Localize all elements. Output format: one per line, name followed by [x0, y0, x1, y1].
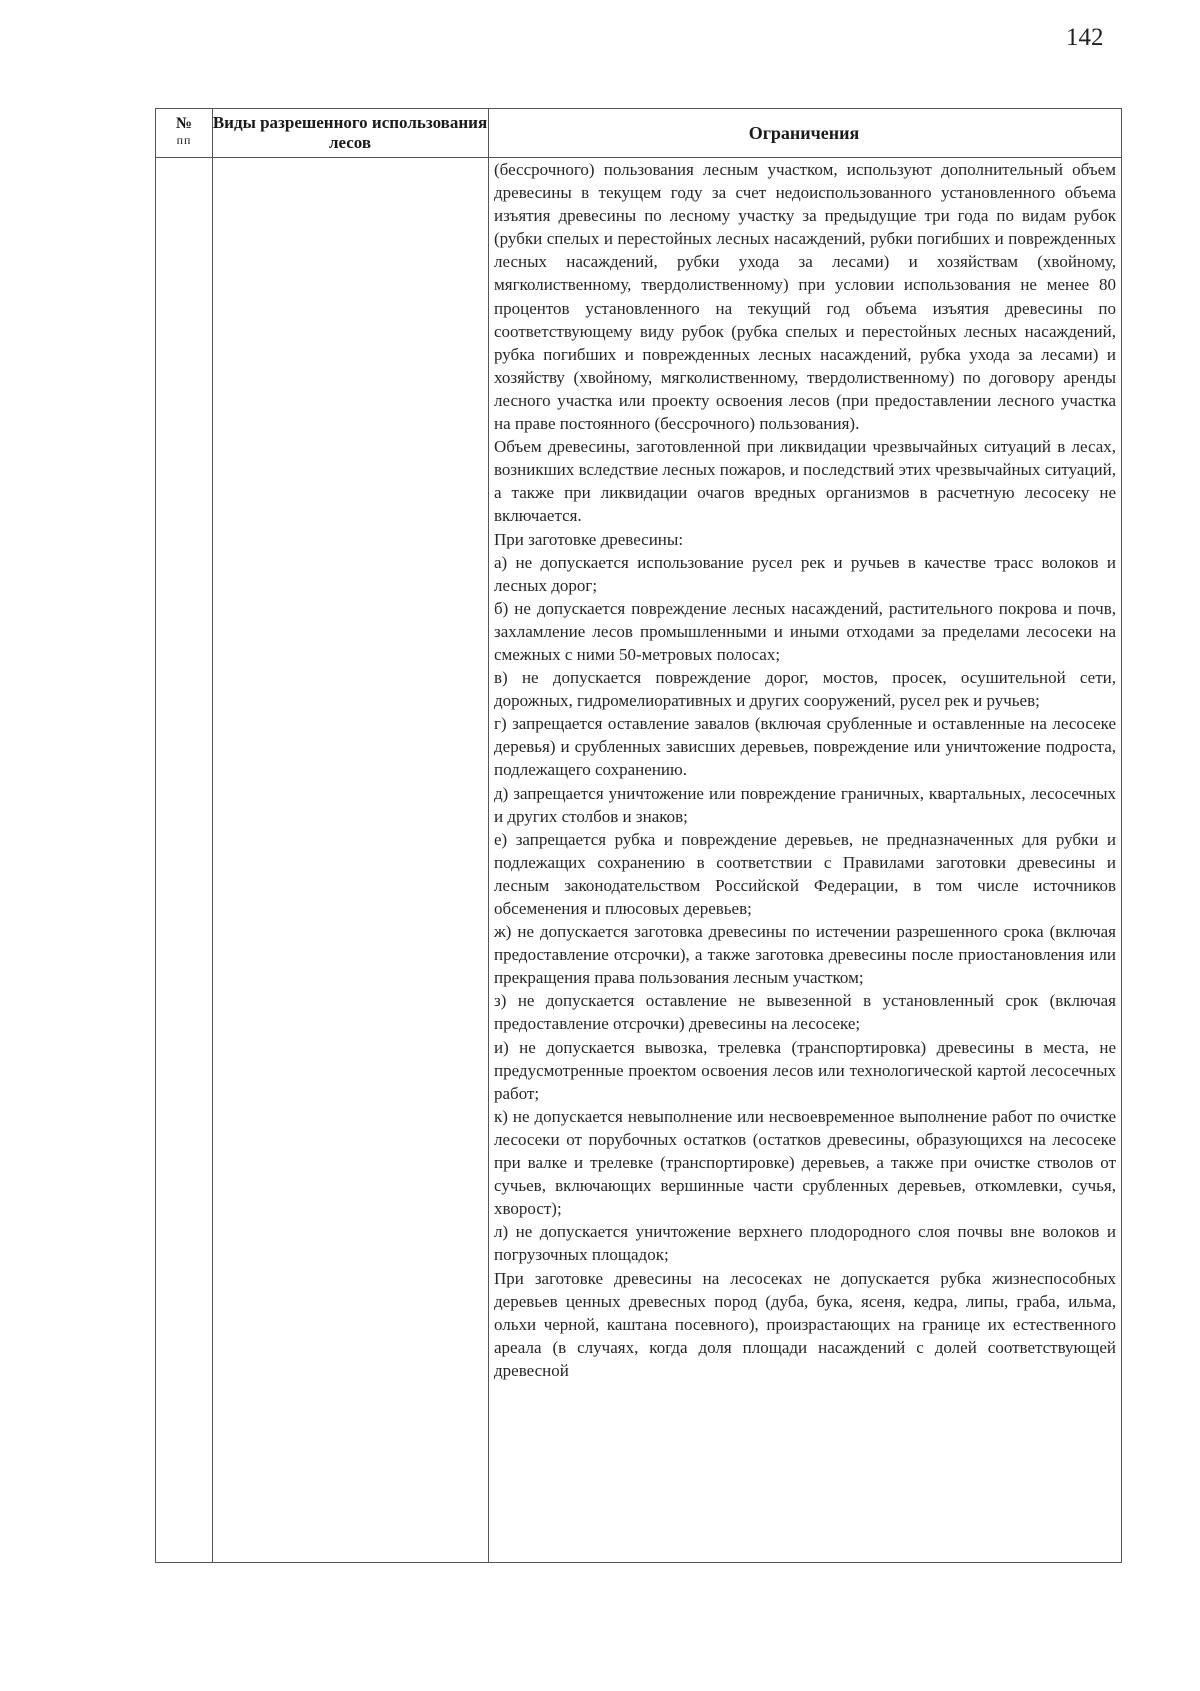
restriction-paragraph: к) не допускается невыполнение или несвоевременное выполнение работ по очистке лесосеки от порубочных остатков (остатков древесины, образующихся на лесосеке при валке и трелевке (транспортировке) деревьев, а также при очистке стволов от сучьев, включающих вершинные части срубленных деревьев, откомлевки, сучья, хворост);	[494, 1106, 1116, 1219]
column-divider	[488, 109, 489, 1562]
restriction-paragraph: б) не допускается повреждение лесных насаждений, растительного покрова и почв, захламление лесов промышленными и иными отходами за пределами лесосеки на смежных с ними 50-метровых полосах;	[494, 598, 1116, 664]
restriction-paragraph: в) не допускается повреждение дорог, мостов, просек, осушительной сети, дорожных, гидромелиоративных и других сооружений, русел рек и ручьев;	[494, 668, 1116, 711]
restriction-paragraph: При заготовке древесины на лесосеках не допускается рубка жизнеспособных деревьев ценных древесных пород (дуба, бука, ясеня, кедра, липы, граба, ильма, ольхи черной, каштана посевного), произрастающих на границе их естественного ареала (в случаях, когда доля площади насаждений с долей соответствующей древесной	[494, 1268, 1116, 1380]
restriction-paragraph: Объем древесины, заготовленной при ликвидации чрезвычайных ситуаций в лесах, возникших вследствие лесных пожаров, и последствий этих чрезвычайных ситуаций, а также при ликвидации очагов вредных организмов в расчетную лесосеку не включается.	[494, 437, 1116, 526]
header-number	[156, 109, 212, 157]
restriction-paragraph: з) не допускается оставление не вывезенной в установленный срок (включая предоставление отсрочки) древесины на лесосеке;	[494, 991, 1116, 1034]
restriction-paragraph: (бессрочного) пользования лесным участком, используют дополнительный объем древесины в текущем году за счет недоиспользованного установленного объема изъятия древесины по лесному участку за предыдущие три года по видам рубок (рубки спелых и перестойных лесных насаждений, рубки погибших и поврежденных лесных насаждений, рубки ухода за лесами) и хозяйствам (хвойному, мягколиственному, твердолиственному) при условии использования не менее 80 процентов установленного на текущий год объема изъятия древесины по соответствующему виду рубок (рубка спелых и перестойных лесных насаждений, рубка погибших и поврежденных лесных насаждений, рубка ухода за лесами) и хозяйству (хвойному, мягколиственному, твердолиственному) по договору аренды лесного участка или проекту освоения лесов (при предоставлении лесного участка на праве постоянного (бессрочного) пользования).	[494, 160, 1116, 434]
restriction-paragraph: е) запрещается рубка и повреждение деревьев, не предназначенных для рубки и подлежащих сохранению в соответствии с Правилами заготовки древесины и лесным законодательством Российской Федерации, в том числе источников обсеменения и плюсовых деревьев;	[494, 829, 1116, 918]
restriction-paragraph: и) не допускается вывозка, трелевка (транспортировка) древесины в места, не предусмотренные проектом освоения лесов или технологической картой лесосечных работ;	[494, 1037, 1116, 1103]
header-restrictions: Ограничения	[748, 123, 860, 143]
header-usage-kind: Виды разрешенного использования лесов	[212, 113, 488, 152]
header-number-label: №	[175, 115, 193, 132]
regulations-table	[155, 108, 1122, 1563]
restriction-paragraph: д) запрещается уничтожение или повреждение граничных, квартальных, лесосечных и других столбов и знаков;	[494, 783, 1116, 826]
restrictions-cell	[494, 158, 1116, 1382]
page-number: 142	[1066, 24, 1104, 51]
restriction-paragraph: л) не допускается уничтожение верхнего плодородного слоя почвы вне волоков и погрузочных площадок;	[494, 1222, 1116, 1265]
header-number-sub: пп	[176, 133, 192, 147]
restriction-paragraph: г) запрещается оставление завалов (включая срубленные и оставленные на лесосеке деревья) и срубленных зависших деревьев, повреждение или уничтожение подроста, подлежащего сохранению.	[494, 714, 1116, 780]
restriction-paragraph: При заготовке древесины:	[494, 529, 684, 549]
restriction-paragraph: ж) не допускается заготовка древесины по истечении разрешенного срока (включая предоставление отсрочки), а также заготовка древесины после приостановления или прекращения права пользования лесным участком;	[494, 922, 1116, 988]
column-divider	[212, 109, 213, 1562]
restriction-paragraph: а) не допускается использование русел рек и ручьев в качестве трасс волоков и лесных дорог;	[494, 552, 1116, 595]
